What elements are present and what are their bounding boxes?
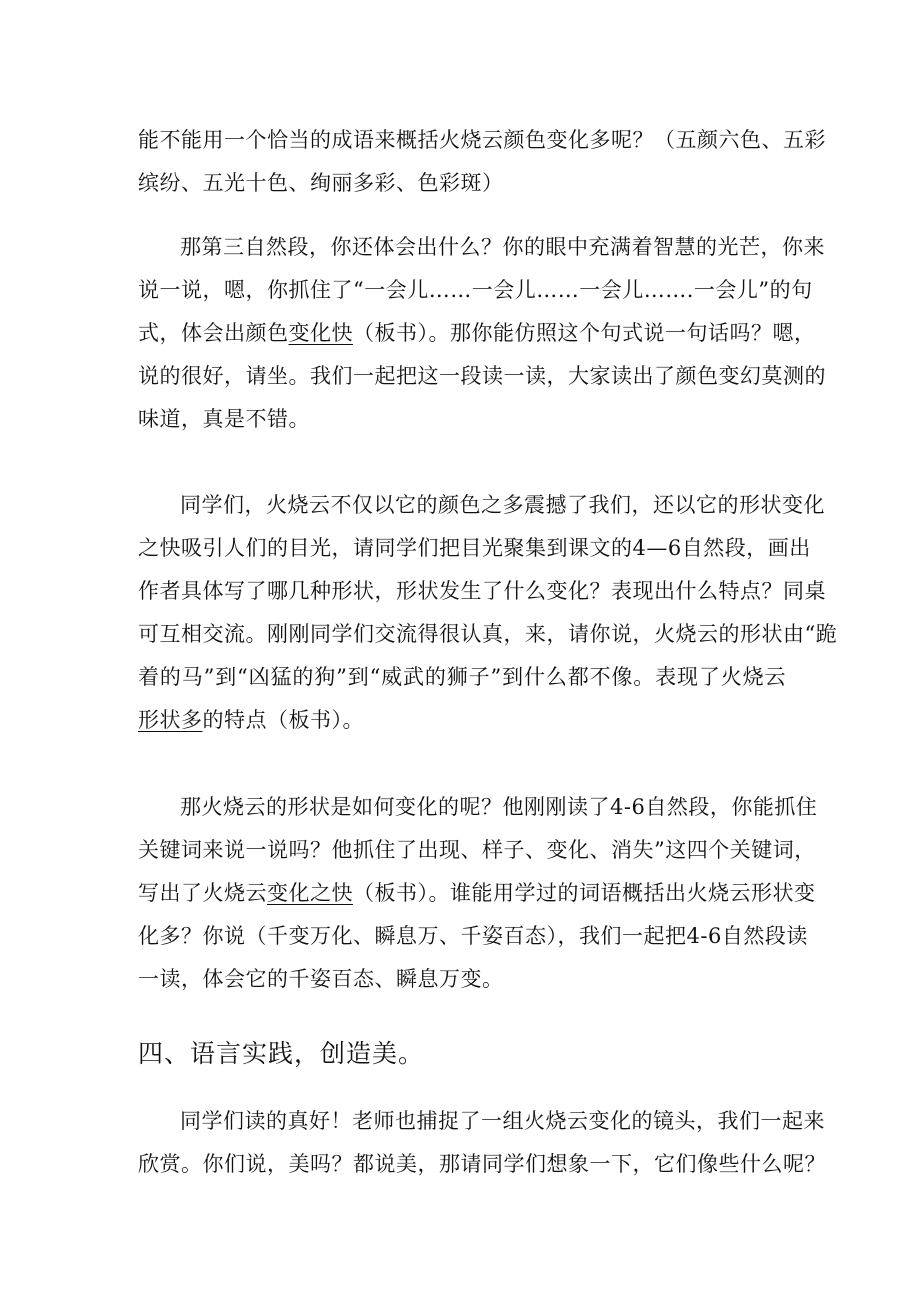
text-line: 味道，真是不错。 [138,407,310,431]
text-segment: （板书）。那你能仿照这个句式说一句话吗？嗯， [353,321,816,345]
text-line: 作者具体写了哪几种形状，形状发生了什么变化？表现出什么特点？同桌 [138,579,826,603]
text-line: 化多？你说（千变万化、瞬息万、千姿百态），我们一起把4-6自然段读 [138,924,808,948]
text-line [138,312,816,355]
text-line: 能不能用一个恰当的成语来概括火烧云颜色变化多呢？（五颜六色、五彩 [138,128,826,152]
text-line: 那第三自然段，你还体会出什么？你的眼中充满着智慧的光芒，你来 [180,235,825,259]
text-segment: 式，体会出颜色 [138,321,289,345]
text-line: 说的很好，请坐。我们一起把这一段读一读，大家读出了颜色变幻莫测的 [138,364,826,388]
text-line [138,872,816,915]
underlined-keyword: 形状多 [138,708,203,732]
paragraph-how-it-changes [138,786,818,1001]
section-heading: 四、语言实践，创造美。 [138,1039,425,1068]
underlined-keyword: 变化快 [288,321,353,345]
text-line: 同学们读的真好！老师也捕捉了一组火烧云变化的镜头，我们一起来 [180,1109,825,1133]
paragraph-language-practice [138,1100,826,1186]
text-line: 说一说，嗯，你抓住了“一会儿……一会儿……一会儿…….一会儿”的句 [138,278,813,302]
paragraph-idioms-color [138,119,826,205]
text-segment: 的特点（板书）。 [202,708,364,732]
text-segment: （板书）。谁能用学过的词语概括出火烧云形状变 [353,881,816,905]
text-line: 关键词来说一说吗？他抓住了出现、样子、变化、消失”这四个关键词， [138,838,816,862]
paragraph-shape-changes [138,484,838,742]
paragraph-third-section [138,226,826,441]
text-line: 缤纷、五光十色、绚丽多彩、色彩斑） [138,171,504,195]
text-line [138,699,786,742]
text-segment: 写出了火烧云 [138,881,267,905]
text-line: 着的马”到“凶猛的狗”到“威武的狮子”到什么都不像。表现了火烧云 [138,665,786,689]
text-line: 之快吸引人们的目光，请同学们把目光聚集到课文的4—6自然段，画出 [138,536,811,560]
text-line: 欣赏。你们说，美吗？都说美，那请同学们想象一下，它们像些什么呢？ [138,1152,826,1176]
text-line: 一读，体会它的千姿百态、瞬息万变。 [138,967,504,991]
text-line: 可互相交流。刚刚同学们交流得很认真，来，请你说，火烧云的形状由“跪 [138,622,838,646]
text-line: 同学们，火烧云不仅以它的颜色之多震撼了我们，还以它的形状变化 [180,493,825,517]
underlined-keyword: 变化之快 [267,881,353,905]
text-line: 那火烧云的形状是如何变化的呢？他刚刚读了4-6自然段，你能抓住 [180,795,818,819]
